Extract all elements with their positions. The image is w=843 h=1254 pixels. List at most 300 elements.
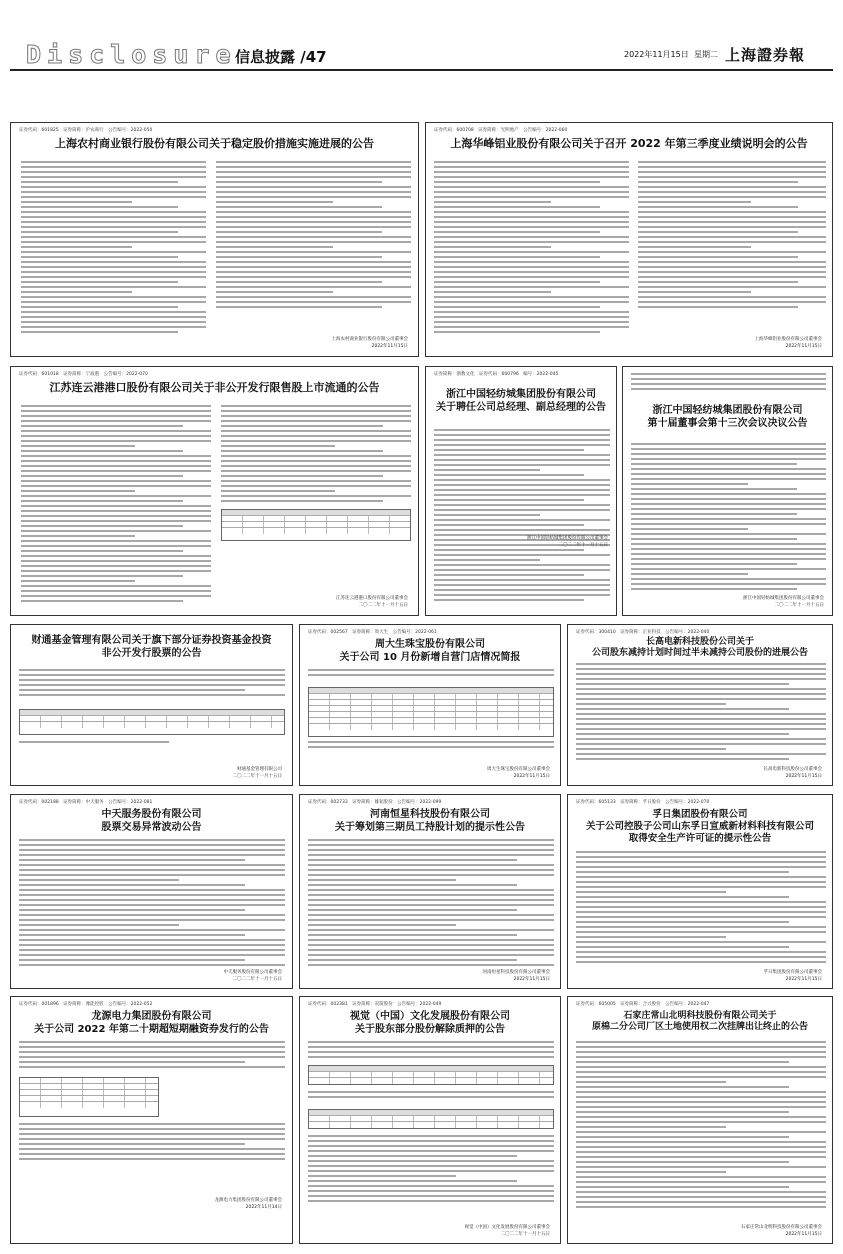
body-text-line bbox=[631, 523, 826, 525]
body-text-line bbox=[216, 226, 411, 228]
body-text-line bbox=[638, 171, 826, 173]
signature-line: 江苏连云港港口股份有限公司董事会 bbox=[336, 595, 408, 601]
body-text-line bbox=[19, 1061, 245, 1063]
notice-title-line: 浙江中国轻纺城集团股份有限公司 bbox=[446, 389, 596, 400]
notice-body-column bbox=[21, 161, 206, 336]
body-text-line bbox=[638, 256, 798, 258]
body-text-line bbox=[19, 689, 245, 691]
notice-signature bbox=[743, 595, 824, 609]
body-text-line bbox=[216, 181, 382, 183]
body-text-line bbox=[638, 301, 826, 303]
body-text-line bbox=[638, 286, 826, 288]
body-text-line bbox=[638, 291, 751, 293]
body-text-line bbox=[576, 1196, 826, 1198]
body-text-line bbox=[19, 964, 285, 966]
body-text-line bbox=[434, 301, 629, 303]
notice-body-column bbox=[19, 839, 285, 969]
notice-codes: 证券代码：605133 证券简称：孚日股份 公告编号：2022-070 bbox=[576, 800, 710, 805]
body-text-line bbox=[576, 1096, 826, 1098]
body-text-line bbox=[19, 1158, 285, 1160]
body-text-line bbox=[308, 934, 517, 936]
signature-line: 视觉（中国）文化发展股份有限公司董事会 bbox=[464, 1224, 550, 1230]
body-text-line bbox=[308, 1195, 554, 1197]
body-text-line bbox=[308, 1051, 554, 1053]
body-text-line bbox=[21, 530, 211, 532]
notice-panel bbox=[425, 122, 833, 357]
notice-body-column bbox=[19, 669, 285, 703]
body-text-line bbox=[576, 911, 826, 913]
body-text-line bbox=[308, 839, 554, 841]
body-text-line bbox=[308, 894, 554, 896]
body-text-line bbox=[19, 854, 285, 856]
body-text-line bbox=[221, 495, 411, 497]
body-text-line bbox=[216, 291, 333, 293]
body-text-line bbox=[21, 430, 211, 432]
body-text-line bbox=[631, 573, 748, 575]
body-text-line bbox=[19, 1148, 285, 1150]
notice-title-line: 上海华峰铝业股份有限公司关于召开 2022 年第三季度业绩说明会的公告 bbox=[450, 137, 808, 150]
body-text-line bbox=[19, 904, 285, 906]
body-text-line bbox=[19, 1041, 285, 1043]
body-text-line bbox=[21, 465, 211, 467]
body-text-line bbox=[576, 718, 826, 720]
body-text-line bbox=[434, 439, 610, 441]
body-text-line bbox=[434, 216, 629, 218]
notice-body-column bbox=[308, 1041, 554, 1061]
body-text-line bbox=[434, 246, 551, 248]
body-text-line bbox=[576, 703, 726, 705]
body-text-line bbox=[308, 904, 554, 906]
body-text-line bbox=[19, 1133, 285, 1135]
body-text-line bbox=[308, 741, 554, 743]
body-text-line bbox=[19, 1056, 285, 1058]
body-text-line bbox=[638, 201, 751, 203]
body-text-line bbox=[434, 171, 629, 173]
body-text-line bbox=[308, 1155, 517, 1157]
signature-line: 2022年11月14日 bbox=[245, 1205, 282, 1211]
body-text-line bbox=[576, 1071, 826, 1073]
body-text-line bbox=[638, 166, 826, 168]
body-text-line bbox=[434, 251, 629, 253]
notice-signature bbox=[487, 766, 550, 780]
notice-title-line: 龙源电力集团股份有限公司 bbox=[91, 1011, 212, 1022]
notice-panel bbox=[425, 366, 617, 616]
body-text-line bbox=[21, 271, 206, 273]
notice-body-column bbox=[308, 669, 554, 683]
signature-line: 二〇二二年十一月十五日 bbox=[232, 773, 282, 779]
body-text-line bbox=[21, 166, 206, 168]
body-text-line bbox=[576, 1201, 826, 1203]
body-text-line bbox=[631, 458, 826, 460]
notice-panel bbox=[10, 996, 293, 1244]
body-text-line bbox=[631, 478, 826, 480]
body-text-line bbox=[638, 241, 826, 243]
body-text-line bbox=[631, 583, 826, 585]
notice-title bbox=[430, 137, 828, 151]
body-text-line bbox=[21, 495, 211, 497]
notice-codes: 证券代码：601018 证券简称：宁波港 公告编号：2022-070 bbox=[19, 372, 148, 377]
body-text-line bbox=[19, 929, 285, 931]
body-text-line bbox=[308, 1170, 554, 1172]
body-text-line bbox=[576, 1191, 826, 1193]
body-text-line bbox=[434, 564, 610, 566]
notice-codes: 证券代码：002733 证券简称：雄韬股份 公告编号：2022-099 bbox=[308, 800, 442, 805]
notice-title bbox=[15, 635, 288, 660]
pledge-table bbox=[308, 1065, 554, 1085]
body-text-line bbox=[308, 924, 456, 926]
notice-body-column bbox=[216, 161, 411, 311]
body-text-line bbox=[21, 445, 135, 447]
body-text-line bbox=[638, 246, 751, 248]
signature-line: 二〇二二年十一月十五日 bbox=[358, 602, 408, 608]
body-text-line bbox=[576, 1121, 826, 1123]
body-text-line bbox=[21, 221, 206, 223]
body-text-line bbox=[576, 1146, 826, 1148]
body-text-line bbox=[576, 1086, 789, 1088]
body-text-line bbox=[216, 286, 411, 288]
body-text-line bbox=[308, 854, 554, 856]
body-text-line bbox=[19, 1046, 285, 1048]
body-text-line bbox=[21, 316, 206, 318]
body-text-line bbox=[21, 331, 178, 333]
body-text-line bbox=[221, 480, 411, 482]
body-text-line bbox=[21, 201, 132, 203]
body-text-line bbox=[434, 191, 629, 193]
body-text-line bbox=[216, 196, 411, 198]
body-text-line bbox=[221, 475, 383, 477]
body-text-line bbox=[576, 708, 789, 710]
body-text-line bbox=[308, 844, 554, 846]
body-text-line bbox=[21, 535, 135, 537]
body-text-line bbox=[576, 871, 789, 873]
body-text-line bbox=[308, 1175, 456, 1177]
notice-signature bbox=[215, 1197, 283, 1211]
body-text-line bbox=[638, 191, 826, 193]
body-text-line bbox=[221, 445, 335, 447]
body-text-line bbox=[221, 465, 411, 467]
notice-title-line: 非公开发行股票的公告 bbox=[101, 647, 202, 659]
body-text-line bbox=[21, 450, 183, 452]
body-text-line bbox=[631, 568, 826, 570]
body-text-line bbox=[576, 748, 726, 750]
notice-body-column bbox=[308, 1135, 554, 1205]
body-text-line bbox=[434, 326, 629, 328]
notice-codes: 证券简称：浙数文化 证券代码：600796 编号：2022-045 bbox=[434, 372, 559, 377]
body-text-line bbox=[576, 901, 826, 903]
body-text-line bbox=[434, 449, 584, 451]
body-text-line bbox=[216, 176, 411, 178]
body-text-line bbox=[21, 206, 178, 208]
body-text-line bbox=[21, 435, 211, 437]
body-text-line bbox=[434, 236, 629, 238]
body-text-line bbox=[576, 876, 826, 878]
body-text-line bbox=[308, 1165, 554, 1167]
body-text-line bbox=[434, 161, 629, 163]
notice-body-column bbox=[308, 741, 554, 753]
body-text-line bbox=[631, 453, 826, 455]
body-text-line bbox=[308, 874, 554, 876]
signature-line: 上海华峰铝业股份有限公司董事会 bbox=[754, 336, 822, 342]
notice-codes: 证券代码：001896 证券简称：豫能控股 公告编号：2022-052 bbox=[19, 1002, 153, 1007]
body-text-line bbox=[576, 1061, 789, 1063]
body-text-line bbox=[576, 851, 826, 853]
body-text-line bbox=[434, 514, 540, 516]
body-text-line bbox=[576, 723, 826, 725]
body-text-line bbox=[576, 1106, 826, 1108]
body-text-line bbox=[216, 191, 411, 193]
body-text-line bbox=[631, 378, 826, 380]
body-text-line bbox=[576, 733, 789, 735]
body-text-line bbox=[216, 166, 411, 168]
body-text-line bbox=[576, 1166, 826, 1168]
body-text-line bbox=[21, 246, 132, 248]
signature-line: 长高电新科技股份公司董事会 bbox=[763, 766, 822, 772]
body-text-line bbox=[19, 694, 285, 696]
notice-title-line: 股票交易异常波动公告 bbox=[101, 821, 202, 833]
notice-body-column bbox=[576, 1041, 826, 1211]
body-text-line bbox=[19, 869, 285, 871]
body-text-line bbox=[19, 959, 245, 961]
body-text-line bbox=[19, 1143, 245, 1145]
body-text-line bbox=[638, 216, 826, 218]
body-text-line bbox=[434, 256, 600, 258]
body-text-line bbox=[216, 161, 411, 163]
body-text-line bbox=[576, 693, 826, 695]
body-text-line bbox=[638, 296, 826, 298]
body-text-line bbox=[21, 321, 206, 323]
notice-signature bbox=[741, 1224, 822, 1238]
body-text-line bbox=[576, 1176, 826, 1178]
notice-body-column bbox=[308, 839, 554, 969]
body-text-line bbox=[576, 921, 789, 923]
body-text-line bbox=[21, 475, 183, 477]
body-text-line bbox=[434, 464, 610, 466]
notice-signature bbox=[465, 1224, 551, 1238]
body-text-line bbox=[216, 306, 382, 308]
body-text-line bbox=[221, 455, 411, 457]
notice-title-line: 上海农村商业银行股份有限公司关于稳定股价措施实施进展的公告 bbox=[55, 137, 374, 150]
notice-signature bbox=[764, 766, 823, 780]
notice-signature bbox=[755, 336, 823, 350]
body-text-line bbox=[576, 728, 826, 730]
body-text-line bbox=[308, 964, 554, 966]
notice-panel bbox=[567, 996, 833, 1244]
signature-line: 2022年11月15日 bbox=[371, 343, 408, 349]
body-text-line bbox=[434, 296, 629, 298]
notice-body-column bbox=[434, 161, 629, 336]
body-text-line bbox=[576, 956, 826, 958]
body-text-line bbox=[19, 741, 169, 743]
body-text-line bbox=[216, 276, 411, 278]
body-text-line bbox=[434, 231, 600, 233]
body-text-line bbox=[221, 485, 411, 487]
body-text-line bbox=[434, 494, 610, 496]
body-text-line bbox=[434, 201, 551, 203]
notice-signature bbox=[527, 535, 608, 549]
body-text-line bbox=[21, 296, 206, 298]
body-text-line bbox=[576, 1091, 826, 1093]
signature-line: 浙江中国轻纺城集团股份有限公司董事会 bbox=[527, 536, 608, 541]
body-text-line bbox=[576, 743, 826, 745]
notice-signature bbox=[336, 595, 408, 609]
body-text-line bbox=[631, 543, 826, 545]
body-text-line bbox=[631, 388, 826, 390]
body-text-line bbox=[576, 683, 789, 685]
body-text-line bbox=[19, 944, 285, 946]
shares-table bbox=[221, 509, 411, 541]
body-text-line bbox=[434, 579, 610, 581]
notice-title bbox=[627, 405, 828, 430]
body-text-line bbox=[19, 874, 285, 876]
notice-panel bbox=[622, 366, 833, 616]
body-text-line bbox=[631, 373, 826, 375]
signature-line: 2022年11月15日 bbox=[785, 976, 822, 982]
body-text-line bbox=[19, 674, 285, 676]
body-text-line bbox=[576, 1131, 826, 1133]
body-text-line bbox=[308, 1200, 554, 1202]
body-text-line bbox=[21, 176, 206, 178]
body-text-line bbox=[308, 859, 517, 861]
body-text-line bbox=[576, 1076, 826, 1078]
body-text-line bbox=[221, 430, 411, 432]
body-text-line bbox=[434, 276, 629, 278]
body-text-line bbox=[21, 276, 206, 278]
newspaper-logo: 上海證券報 bbox=[725, 46, 806, 64]
notice-title-line: 孚日集团股份有限公司 bbox=[652, 809, 748, 820]
notice-panel bbox=[10, 624, 293, 786]
body-text-line bbox=[216, 296, 411, 298]
body-text-line bbox=[21, 181, 178, 183]
body-text-line bbox=[216, 241, 411, 243]
body-text-line bbox=[576, 758, 789, 760]
body-text-line bbox=[434, 241, 629, 243]
body-text-line bbox=[434, 261, 629, 263]
body-text-line bbox=[19, 894, 285, 896]
body-text-line bbox=[631, 588, 797, 590]
body-text-line bbox=[308, 1046, 554, 1048]
body-text-line bbox=[21, 241, 206, 243]
body-text-line bbox=[19, 924, 179, 926]
body-text-line bbox=[21, 171, 206, 173]
body-text-line bbox=[19, 1051, 285, 1053]
notice-body-column bbox=[638, 161, 826, 311]
body-text-line bbox=[19, 909, 245, 911]
body-text-line bbox=[308, 1135, 554, 1137]
body-text-line bbox=[21, 565, 211, 567]
body-text-line bbox=[434, 316, 629, 318]
body-text-line bbox=[19, 844, 285, 846]
body-text-line bbox=[576, 931, 826, 933]
body-text-line bbox=[19, 879, 179, 881]
brand-word: Disclosure bbox=[26, 40, 237, 69]
notice-title-line: 关于公司 10 月份新增自营门店情况简报 bbox=[339, 651, 521, 663]
notice-panel bbox=[10, 794, 293, 989]
body-text-line bbox=[576, 936, 726, 938]
body-text-line bbox=[434, 499, 584, 501]
body-text-line bbox=[221, 440, 411, 442]
notice-panel bbox=[10, 122, 419, 357]
notice-title-line: 石家庄常山北明科技股份有限公司关于 bbox=[623, 1011, 777, 1021]
body-text-line bbox=[434, 186, 629, 188]
signature-line: 二〇二二年十一月十五日 bbox=[232, 976, 282, 982]
notice-title-line: 原棉二分公司厂区土地使用权二次挂牌出让终止的公告 bbox=[591, 1022, 808, 1033]
body-text-line bbox=[638, 186, 826, 188]
body-text-line bbox=[631, 558, 826, 560]
notice-body-column bbox=[19, 1123, 285, 1163]
masthead-rule bbox=[10, 69, 833, 71]
pledge-summary-table bbox=[308, 1109, 554, 1129]
body-text-line bbox=[576, 1161, 789, 1163]
notice-title-line: 财通基金管理有限公司关于旗下部分证券投资基金投资 bbox=[31, 635, 272, 646]
body-text-line bbox=[21, 405, 211, 407]
body-text-line bbox=[631, 488, 797, 490]
body-text-line bbox=[308, 889, 554, 891]
body-text-line bbox=[434, 221, 629, 223]
signature-line: 河南恒星科技股份有限公司董事会 bbox=[482, 969, 550, 975]
body-text-line bbox=[434, 196, 629, 198]
body-text-line bbox=[21, 485, 211, 487]
body-text-line bbox=[21, 291, 132, 293]
signature-line: 二〇二二年十一月十五日 bbox=[500, 1231, 550, 1237]
body-text-line bbox=[576, 688, 826, 690]
fund-table bbox=[19, 709, 285, 735]
body-text-line bbox=[21, 410, 211, 412]
body-text-line bbox=[21, 251, 206, 253]
body-text-line bbox=[21, 420, 211, 422]
body-text-line bbox=[216, 246, 333, 248]
body-text-line bbox=[576, 1056, 826, 1058]
body-text-line bbox=[631, 508, 826, 510]
body-text-line bbox=[631, 538, 797, 540]
body-text-line bbox=[216, 271, 411, 273]
notice-body-column bbox=[308, 1091, 554, 1105]
notice-body-column bbox=[576, 663, 826, 763]
body-text-line bbox=[21, 440, 211, 442]
body-text-line bbox=[434, 211, 629, 213]
notice-codes: 证券代码：300410 证券简称：正业科技 公告编号：2022-040 bbox=[576, 630, 710, 635]
body-text-line bbox=[576, 1046, 826, 1048]
body-text-line bbox=[216, 221, 411, 223]
body-text-line bbox=[434, 271, 629, 273]
body-text-line bbox=[308, 1091, 554, 1093]
notice-title bbox=[304, 1011, 556, 1036]
body-text-line bbox=[21, 560, 211, 562]
body-text-line bbox=[308, 909, 517, 911]
notice-body-column bbox=[21, 405, 211, 605]
signature-line: 石家庄常山北明科技股份有限公司董事会 bbox=[741, 1224, 822, 1230]
body-text-line bbox=[21, 425, 183, 427]
body-text-line bbox=[19, 859, 245, 861]
body-text-line bbox=[308, 669, 554, 671]
body-text-line bbox=[638, 306, 798, 308]
body-text-line bbox=[221, 460, 411, 462]
body-text-line bbox=[576, 673, 826, 675]
body-text-line bbox=[21, 510, 211, 512]
body-text-line bbox=[576, 1116, 826, 1118]
body-text-line bbox=[576, 926, 826, 928]
body-text-line bbox=[631, 468, 826, 470]
body-text-line bbox=[19, 1123, 285, 1125]
body-text-line bbox=[19, 954, 285, 956]
body-text-line bbox=[631, 553, 826, 555]
body-text-line bbox=[631, 563, 797, 565]
body-text-line bbox=[21, 266, 206, 268]
body-text-line bbox=[221, 425, 383, 427]
notice-body-column bbox=[221, 405, 411, 505]
body-text-line bbox=[576, 861, 826, 863]
body-text-line bbox=[308, 1150, 554, 1152]
body-text-line bbox=[21, 460, 211, 462]
